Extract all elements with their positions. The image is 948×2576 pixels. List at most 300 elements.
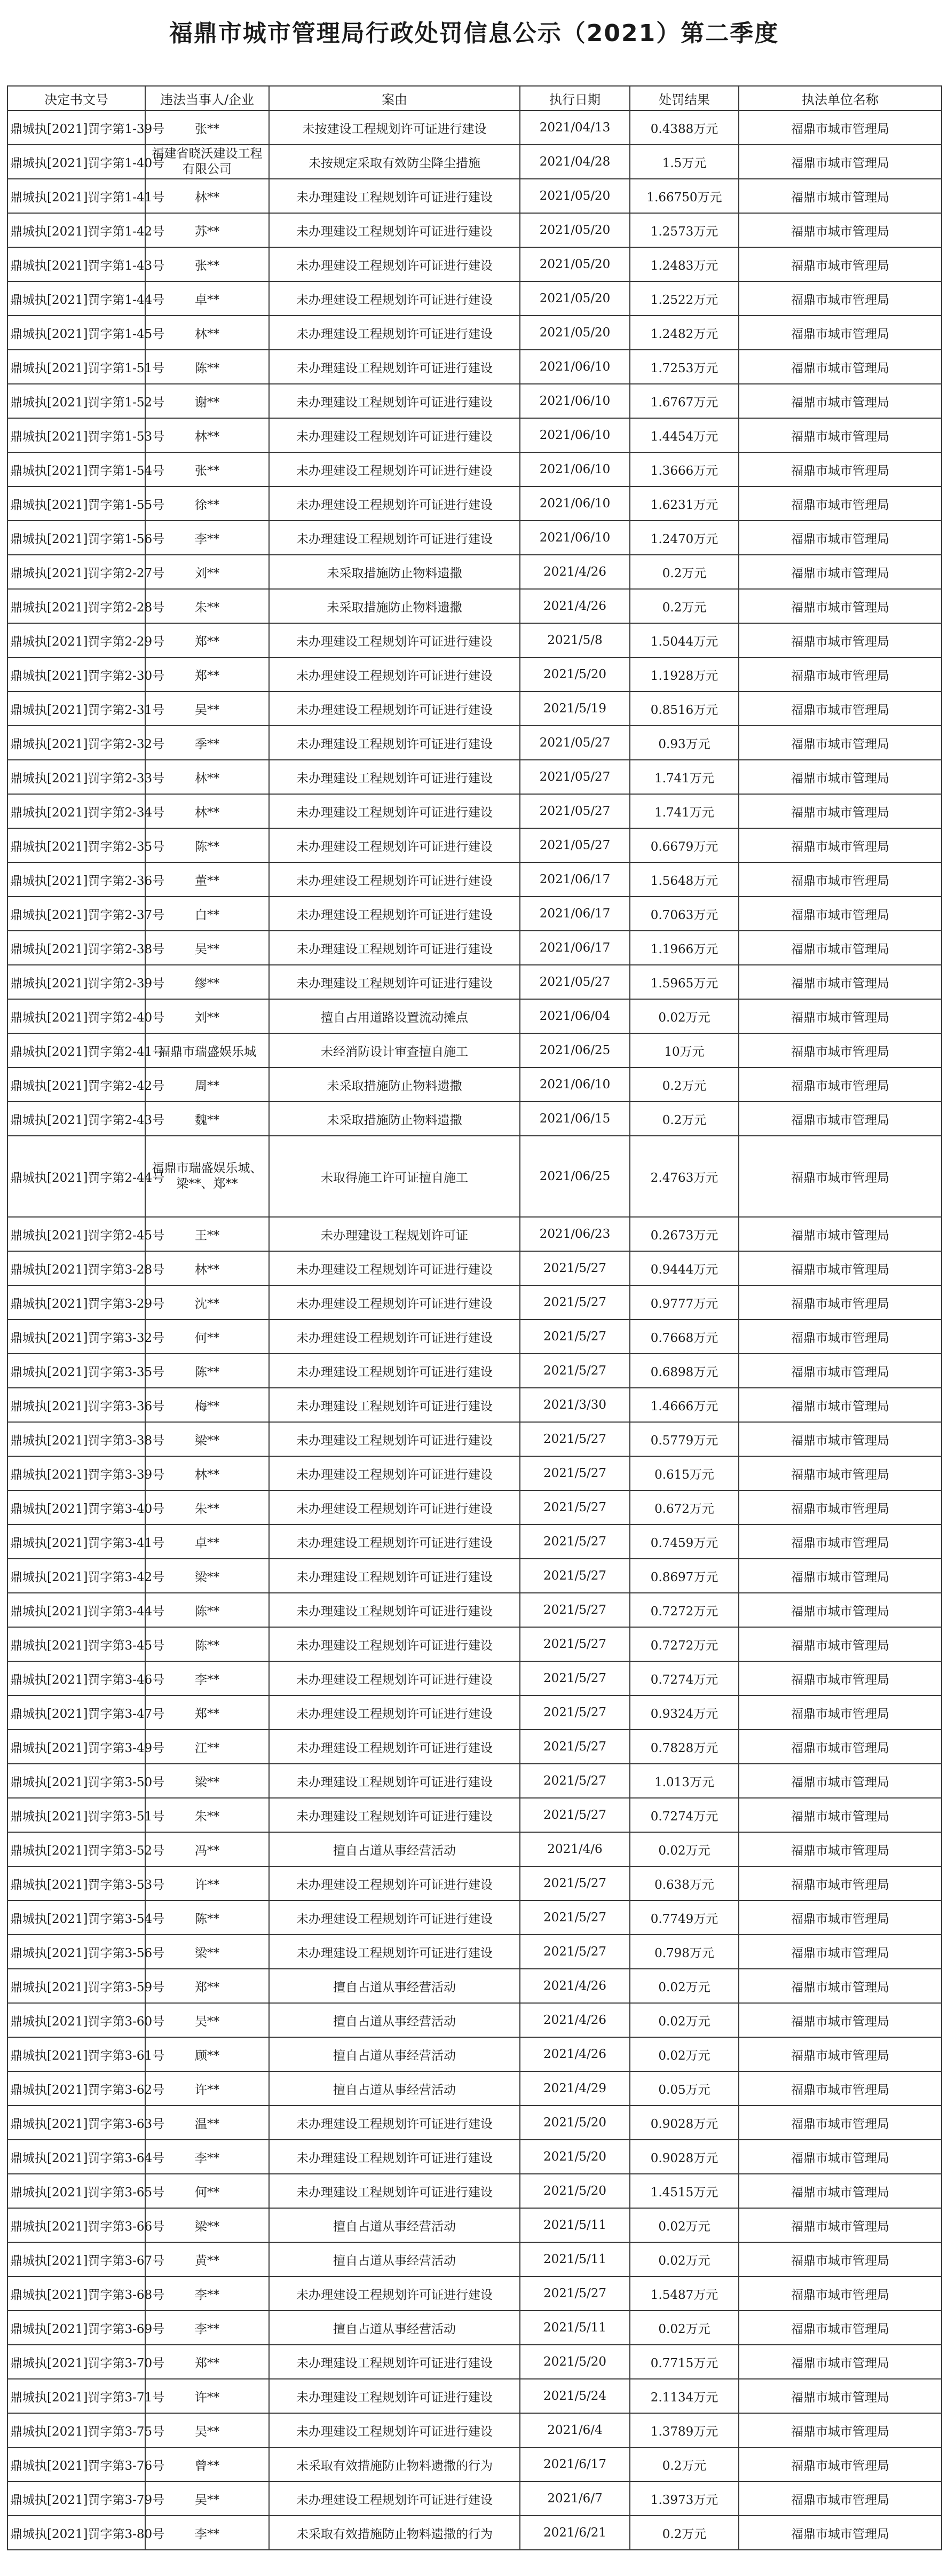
date-cell: 2021/06/25 (520, 1033, 630, 1067)
cause-cell: 未办理建设工程规划许可证进行建设 (269, 2140, 520, 2174)
unit-cell: 福鼎市城市管理局 (739, 2174, 942, 2208)
table-row (7, 2208, 942, 2242)
table-row (7, 1832, 942, 1866)
table-row (7, 1935, 942, 1969)
result-cell: 0.9028万元 (630, 2106, 739, 2140)
unit-cell: 福鼎市城市管理局 (739, 1067, 942, 1102)
decision-no-cell: 鼎城执[2021]罚字第3-40号 (7, 1490, 145, 1525)
decision-no-cell: 鼎城执[2021]罚字第3-32号 (7, 1320, 145, 1354)
date-cell: 2021/5/27 (520, 2276, 630, 2311)
cause-cell: 未办理建设工程规划许可证进行建设 (269, 1900, 520, 1935)
cause-cell: 未办理建设工程规划许可证进行建设 (269, 179, 520, 213)
table-row (7, 486, 942, 521)
table-row (7, 1354, 942, 1388)
table-row (7, 1067, 942, 1102)
result-cell: 0.02万元 (630, 2311, 739, 2345)
unit-cell: 福鼎市城市管理局 (739, 2311, 942, 2345)
result-cell: 0.2万元 (630, 1102, 739, 1136)
unit-cell: 福鼎市城市管理局 (739, 350, 942, 384)
date-cell: 2021/5/27 (520, 1661, 630, 1695)
table-row (7, 1033, 942, 1067)
date-cell: 2021/5/27 (520, 1490, 630, 1525)
decision-no-cell: 鼎城执[2021]罚字第3-69号 (7, 2311, 145, 2345)
table-row (7, 418, 942, 452)
cause-cell: 未办理建设工程规划许可证进行建设 (269, 657, 520, 692)
date-cell: 2021/6/17 (520, 2447, 630, 2481)
decision-no-cell: 鼎城执[2021]罚字第3-36号 (7, 1388, 145, 1422)
result-cell: 0.93万元 (630, 726, 739, 760)
decision-no-cell: 鼎城执[2021]罚字第3-41号 (7, 1525, 145, 1559)
date-cell: 2021/5/8 (520, 623, 630, 657)
date-cell: 2021/06/23 (520, 1217, 630, 1251)
party-cell: 梁** (145, 1559, 269, 1593)
unit-cell: 福鼎市城市管理局 (739, 1969, 942, 2003)
unit-cell: 福鼎市城市管理局 (739, 2447, 942, 2481)
cause-cell: 未办理建设工程规划许可证进行建设 (269, 2276, 520, 2311)
result-cell: 2.1134万元 (630, 2379, 739, 2413)
date-cell: 2021/5/27 (520, 1798, 630, 1832)
result-cell: 1.1966万元 (630, 931, 739, 965)
date-cell: 2021/5/27 (520, 1251, 630, 1285)
party-cell: 徐** (145, 486, 269, 521)
unit-cell: 福鼎市城市管理局 (739, 794, 942, 828)
decision-no-cell: 鼎城执[2021]罚字第3-54号 (7, 1900, 145, 1935)
date-cell: 2021/5/27 (520, 1593, 630, 1627)
result-cell: 1.5044万元 (630, 623, 739, 657)
decision-no-cell: 鼎城执[2021]罚字第3-70号 (7, 2345, 145, 2379)
party-cell: 林** (145, 1251, 269, 1285)
cause-cell: 未办理建设工程规划许可证进行建设 (269, 1456, 520, 1490)
party-cell: 林** (145, 794, 269, 828)
table-header-row (7, 86, 942, 111)
unit-cell: 福鼎市城市管理局 (739, 521, 942, 555)
decision-no-cell: 鼎城执[2021]罚字第3-38号 (7, 1422, 145, 1456)
header-date: 执行日期 (520, 86, 630, 111)
table-row (7, 1217, 942, 1251)
party-cell: 曾** (145, 2447, 269, 2481)
decision-no-cell: 鼎城执[2021]罚字第3-45号 (7, 1627, 145, 1661)
unit-cell: 福鼎市城市管理局 (739, 179, 942, 213)
result-cell: 1.3789万元 (630, 2413, 739, 2447)
unit-cell: 福鼎市城市管理局 (739, 1285, 942, 1320)
decision-no-cell: 鼎城执[2021]罚字第1-42号 (7, 213, 145, 247)
result-cell: 1.2470万元 (630, 521, 739, 555)
table-row (7, 2140, 942, 2174)
table-row (7, 692, 942, 726)
date-cell: 2021/06/25 (520, 1136, 630, 1217)
cause-cell: 未办理建设工程规划许可证进行建设 (269, 384, 520, 418)
result-cell: 0.02万元 (630, 1969, 739, 2003)
date-cell: 2021/5/27 (520, 1320, 630, 1354)
party-cell: 张** (145, 111, 269, 145)
decision-no-cell: 鼎城执[2021]罚字第2-39号 (7, 965, 145, 999)
party-cell: 何** (145, 1320, 269, 1354)
date-cell: 2021/4/26 (520, 589, 630, 623)
cause-cell: 未办理建设工程规划许可证 (269, 1217, 520, 1251)
result-cell: 0.9324万元 (630, 1695, 739, 1730)
date-cell: 2021/05/20 (520, 247, 630, 281)
decision-no-cell: 鼎城执[2021]罚字第3-44号 (7, 1593, 145, 1627)
result-cell: 0.7274万元 (630, 1798, 739, 1832)
cause-cell: 未采取措施防止物料遗撒 (269, 589, 520, 623)
party-cell: 许** (145, 2071, 269, 2106)
decision-no-cell: 鼎城执[2021]罚字第1-44号 (7, 281, 145, 316)
date-cell: 2021/06/10 (520, 521, 630, 555)
date-cell: 2021/06/10 (520, 350, 630, 384)
unit-cell: 福鼎市城市管理局 (739, 760, 942, 794)
cause-cell: 未办理建设工程规划许可证进行建设 (269, 692, 520, 726)
party-cell: 许** (145, 1866, 269, 1900)
decision-no-cell: 鼎城执[2021]罚字第1-39号 (7, 111, 145, 145)
cause-cell: 未办理建设工程规划许可证进行建设 (269, 486, 520, 521)
result-cell: 1.741万元 (630, 794, 739, 828)
table-row (7, 179, 942, 213)
cause-cell: 未经消防设计审查擅自施工 (269, 1033, 520, 1067)
table-row (7, 657, 942, 692)
date-cell: 2021/5/27 (520, 1525, 630, 1559)
result-cell: 1.4515万元 (630, 2174, 739, 2208)
cause-cell: 未办理建设工程规划许可证进行建设 (269, 1593, 520, 1627)
party-cell: 吴** (145, 2413, 269, 2447)
party-cell: 陈** (145, 1354, 269, 1388)
table-row (7, 316, 942, 350)
unit-cell: 福鼎市城市管理局 (739, 418, 942, 452)
result-cell: 0.2673万元 (630, 1217, 739, 1251)
date-cell: 2021/5/27 (520, 1354, 630, 1388)
date-cell: 2021/5/20 (520, 2174, 630, 2208)
table-row (7, 213, 942, 247)
table-row (7, 828, 942, 862)
decision-no-cell: 鼎城执[2021]罚字第2-28号 (7, 589, 145, 623)
date-cell: 2021/05/27 (520, 760, 630, 794)
unit-cell: 福鼎市城市管理局 (739, 1251, 942, 1285)
unit-cell: 福鼎市城市管理局 (739, 726, 942, 760)
decision-no-cell: 鼎城执[2021]罚字第2-40号 (7, 999, 145, 1033)
table-row (7, 1102, 942, 1136)
unit-cell: 福鼎市城市管理局 (739, 213, 942, 247)
party-cell: 李** (145, 2276, 269, 2311)
party-cell: 李** (145, 2311, 269, 2345)
table-row (7, 1525, 942, 1559)
decision-no-cell: 鼎城执[2021]罚字第3-67号 (7, 2242, 145, 2276)
table-row (7, 999, 942, 1033)
result-cell: 1.013万元 (630, 1764, 739, 1798)
cause-cell: 未办理建设工程规划许可证进行建设 (269, 2481, 520, 2516)
unit-cell: 福鼎市城市管理局 (739, 145, 942, 179)
party-cell: 张** (145, 452, 269, 486)
table-row (7, 350, 942, 384)
cause-cell: 未办理建设工程规划许可证进行建设 (269, 726, 520, 760)
table-row (7, 1730, 942, 1764)
party-cell: 吴** (145, 2481, 269, 2516)
date-cell: 2021/4/29 (520, 2071, 630, 2106)
date-cell: 2021/4/26 (520, 2003, 630, 2037)
party-cell: 陈** (145, 1900, 269, 1935)
result-cell: 0.02万元 (630, 2037, 739, 2071)
result-cell: 1.5万元 (630, 145, 739, 179)
table-row (7, 281, 942, 316)
party-cell: 林** (145, 760, 269, 794)
unit-cell: 福鼎市城市管理局 (739, 486, 942, 521)
unit-cell: 福鼎市城市管理局 (739, 1935, 942, 1969)
decision-no-cell: 鼎城执[2021]罚字第2-42号 (7, 1067, 145, 1102)
unit-cell: 福鼎市城市管理局 (739, 1661, 942, 1695)
result-cell: 0.2万元 (630, 2447, 739, 2481)
result-cell: 1.2483万元 (630, 247, 739, 281)
cause-cell: 擅自占道从事经营活动 (269, 2311, 520, 2345)
party-cell: 陈** (145, 1627, 269, 1661)
cause-cell: 未办理建设工程规划许可证进行建设 (269, 1422, 520, 1456)
unit-cell: 福鼎市城市管理局 (739, 2481, 942, 2516)
unit-cell: 福鼎市城市管理局 (739, 452, 942, 486)
unit-cell: 福鼎市城市管理局 (739, 1866, 942, 1900)
date-cell: 2021/6/21 (520, 2516, 630, 2550)
result-cell: 0.7063万元 (630, 897, 739, 931)
cause-cell: 未办理建设工程规划许可证进行建设 (269, 1798, 520, 1832)
table-row (7, 1320, 942, 1354)
result-cell: 0.2万元 (630, 555, 739, 589)
decision-no-cell: 鼎城执[2021]罚字第3-71号 (7, 2379, 145, 2413)
cause-cell: 未办理建设工程规划许可证进行建设 (269, 1559, 520, 1593)
date-cell: 2021/06/17 (520, 931, 630, 965)
party-cell: 许** (145, 2379, 269, 2413)
unit-cell: 福鼎市城市管理局 (739, 2413, 942, 2447)
decision-no-cell: 鼎城执[2021]罚字第2-27号 (7, 555, 145, 589)
date-cell: 2021/6/7 (520, 2481, 630, 2516)
cause-cell: 未办理建设工程规划许可证进行建设 (269, 931, 520, 965)
result-cell: 0.2万元 (630, 2516, 739, 2550)
decision-no-cell: 鼎城执[2021]罚字第3-62号 (7, 2071, 145, 2106)
cause-cell: 擅自占用道路设置流动摊点 (269, 999, 520, 1033)
decision-no-cell: 鼎城执[2021]罚字第2-37号 (7, 897, 145, 931)
cause-cell: 未采取有效措施防止物料遗撒的行为 (269, 2447, 520, 2481)
result-cell: 1.5648万元 (630, 862, 739, 897)
table-row (7, 1764, 942, 1798)
cause-cell: 未办理建设工程规划许可证进行建设 (269, 2106, 520, 2140)
header-unit: 执法单位名称 (739, 86, 942, 111)
date-cell: 2021/05/20 (520, 281, 630, 316)
unit-cell: 福鼎市城市管理局 (739, 931, 942, 965)
result-cell: 0.7828万元 (630, 1730, 739, 1764)
date-cell: 2021/4/26 (520, 555, 630, 589)
date-cell: 2021/5/27 (520, 1627, 630, 1661)
date-cell: 2021/05/20 (520, 213, 630, 247)
date-cell: 2021/06/10 (520, 418, 630, 452)
cause-cell: 未办理建设工程规划许可证进行建设 (269, 965, 520, 999)
result-cell: 0.9444万元 (630, 1251, 739, 1285)
party-cell: 王** (145, 1217, 269, 1251)
cause-cell: 擅自占道从事经营活动 (269, 1832, 520, 1866)
table-row (7, 2481, 942, 2516)
party-cell: 林** (145, 1456, 269, 1490)
cause-cell: 未办理建设工程规划许可证进行建设 (269, 2413, 520, 2447)
decision-no-cell: 鼎城执[2021]罚字第3-59号 (7, 1969, 145, 2003)
party-cell: 卓** (145, 1525, 269, 1559)
date-cell: 2021/05/27 (520, 726, 630, 760)
party-cell: 温** (145, 2106, 269, 2140)
date-cell: 2021/06/10 (520, 452, 630, 486)
table-row (7, 1285, 942, 1320)
unit-cell: 福鼎市城市管理局 (739, 1900, 942, 1935)
decision-no-cell: 鼎城执[2021]罚字第3-29号 (7, 1285, 145, 1320)
result-cell: 1.5487万元 (630, 2276, 739, 2311)
cause-cell: 未办理建设工程规划许可证进行建设 (269, 760, 520, 794)
date-cell: 2021/4/26 (520, 2037, 630, 2071)
unit-cell: 福鼎市城市管理局 (739, 384, 942, 418)
decision-no-cell: 鼎城执[2021]罚字第2-31号 (7, 692, 145, 726)
cause-cell: 擅自占道从事经营活动 (269, 2242, 520, 2276)
table-row (7, 1490, 942, 1525)
decision-no-cell: 鼎城执[2021]罚字第3-66号 (7, 2208, 145, 2242)
party-cell: 陈** (145, 1593, 269, 1627)
table-row (7, 1456, 942, 1490)
decision-no-cell: 鼎城执[2021]罚字第2-29号 (7, 623, 145, 657)
unit-cell: 福鼎市城市管理局 (739, 965, 942, 999)
cause-cell: 未办理建设工程规划许可证进行建设 (269, 897, 520, 931)
decision-no-cell: 鼎城执[2021]罚字第3-42号 (7, 1559, 145, 1593)
table-row (7, 145, 942, 179)
party-cell: 季** (145, 726, 269, 760)
table-row (7, 931, 942, 965)
table-row (7, 897, 942, 931)
result-cell: 1.4666万元 (630, 1388, 739, 1422)
unit-cell: 福鼎市城市管理局 (739, 1559, 942, 1593)
party-cell: 江** (145, 1730, 269, 1764)
decision-no-cell: 鼎城执[2021]罚字第2-36号 (7, 862, 145, 897)
party-cell: 白** (145, 897, 269, 931)
party-cell: 吴** (145, 2003, 269, 2037)
unit-cell: 福鼎市城市管理局 (739, 1593, 942, 1627)
result-cell: 0.8697万元 (630, 1559, 739, 1593)
table-row (7, 1695, 942, 1730)
result-cell: 1.741万元 (630, 760, 739, 794)
unit-cell: 福鼎市城市管理局 (739, 2140, 942, 2174)
cause-cell: 未采取措施防止物料遗撒 (269, 555, 520, 589)
date-cell: 2021/5/20 (520, 2106, 630, 2140)
party-cell: 刘** (145, 999, 269, 1033)
party-cell: 福鼎市瑞盛娱乐城 (145, 1033, 269, 1067)
cause-cell: 未办理建设工程规划许可证进行建设 (269, 828, 520, 862)
date-cell: 2021/5/27 (520, 1695, 630, 1730)
result-cell: 0.02万元 (630, 999, 739, 1033)
table-row (7, 1593, 942, 1627)
party-cell: 陈** (145, 828, 269, 862)
decision-no-cell: 鼎城执[2021]罚字第3-63号 (7, 2106, 145, 2140)
result-cell: 10万元 (630, 1033, 739, 1067)
unit-cell: 福鼎市城市管理局 (739, 1388, 942, 1422)
cause-cell: 未办理建设工程规划许可证进行建设 (269, 213, 520, 247)
table-row (7, 2106, 942, 2140)
result-cell: 0.7459万元 (630, 1525, 739, 1559)
result-cell: 0.9777万元 (630, 1285, 739, 1320)
table-row (7, 555, 942, 589)
unit-cell: 福鼎市城市管理局 (739, 1422, 942, 1456)
date-cell: 2021/06/15 (520, 1102, 630, 1136)
table-row (7, 384, 942, 418)
result-cell: 0.7272万元 (630, 1627, 739, 1661)
unit-cell: 福鼎市城市管理局 (739, 2037, 942, 2071)
party-cell: 李** (145, 2140, 269, 2174)
header-cause: 案由 (269, 86, 520, 111)
table-row (7, 2516, 942, 2550)
cause-cell: 未办理建设工程规划许可证进行建设 (269, 1388, 520, 1422)
unit-cell: 福鼎市城市管理局 (739, 2345, 942, 2379)
table-row (7, 2447, 942, 2481)
decision-no-cell: 鼎城执[2021]罚字第1-40号 (7, 145, 145, 179)
decision-no-cell: 鼎城执[2021]罚字第1-51号 (7, 350, 145, 384)
cause-cell: 未办理建设工程规划许可证进行建设 (269, 1935, 520, 1969)
table-row (7, 1251, 942, 1285)
date-cell: 2021/05/27 (520, 965, 630, 999)
unit-cell: 福鼎市城市管理局 (739, 247, 942, 281)
party-cell: 黄** (145, 2242, 269, 2276)
date-cell: 2021/06/17 (520, 897, 630, 931)
date-cell: 2021/06/10 (520, 1067, 630, 1102)
unit-cell: 福鼎市城市管理局 (739, 1627, 942, 1661)
party-cell: 梁** (145, 1764, 269, 1798)
party-cell: 魏** (145, 1102, 269, 1136)
result-cell: 0.6898万元 (630, 1354, 739, 1388)
date-cell: 2021/5/27 (520, 1935, 630, 1969)
cause-cell: 未办理建设工程规划许可证进行建设 (269, 1354, 520, 1388)
decision-no-cell: 鼎城执[2021]罚字第3-79号 (7, 2481, 145, 2516)
decision-no-cell: 鼎城执[2021]罚字第1-41号 (7, 179, 145, 213)
table-row (7, 2311, 942, 2345)
result-cell: 1.66750万元 (630, 179, 739, 213)
cause-cell: 未办理建设工程规划许可证进行建设 (269, 2174, 520, 2208)
decision-no-cell: 鼎城执[2021]罚字第2-30号 (7, 657, 145, 692)
unit-cell: 福鼎市城市管理局 (739, 862, 942, 897)
unit-cell: 福鼎市城市管理局 (739, 1456, 942, 1490)
cause-cell: 未办理建设工程规划许可证进行建设 (269, 521, 520, 555)
table-row (7, 726, 942, 760)
decision-no-cell: 鼎城执[2021]罚字第1-52号 (7, 384, 145, 418)
header-party: 违法当事人/企业 (145, 86, 269, 111)
party-cell: 刘** (145, 555, 269, 589)
date-cell: 2021/5/27 (520, 1456, 630, 1490)
party-cell: 冯** (145, 1832, 269, 1866)
result-cell: 0.02万元 (630, 2208, 739, 2242)
unit-cell: 福鼎市城市管理局 (739, 2276, 942, 2311)
unit-cell: 福鼎市城市管理局 (739, 1730, 942, 1764)
cause-cell: 未办理建设工程规划许可证进行建设 (269, 1490, 520, 1525)
unit-cell: 福鼎市城市管理局 (739, 1798, 942, 1832)
unit-cell: 福鼎市城市管理局 (739, 623, 942, 657)
table-row (7, 2037, 942, 2071)
date-cell: 2021/06/10 (520, 384, 630, 418)
table-body (7, 111, 942, 2550)
unit-cell: 福鼎市城市管理局 (739, 1525, 942, 1559)
unit-cell: 福鼎市城市管理局 (739, 2208, 942, 2242)
table-row (7, 1627, 942, 1661)
unit-cell: 福鼎市城市管理局 (739, 2003, 942, 2037)
table-row (7, 623, 942, 657)
decision-no-cell: 鼎城执[2021]罚字第2-38号 (7, 931, 145, 965)
cause-cell: 未办理建设工程规划许可证进行建设 (269, 2379, 520, 2413)
party-cell: 朱** (145, 1798, 269, 1832)
decision-no-cell: 鼎城执[2021]罚字第3-46号 (7, 1661, 145, 1695)
result-cell: 0.672万元 (630, 1490, 739, 1525)
party-cell: 李** (145, 521, 269, 555)
party-cell: 沈** (145, 1285, 269, 1320)
result-cell: 1.2573万元 (630, 213, 739, 247)
decision-no-cell: 鼎城执[2021]罚字第1-43号 (7, 247, 145, 281)
party-cell: 梁** (145, 1422, 269, 1456)
decision-no-cell: 鼎城执[2021]罚字第3-35号 (7, 1354, 145, 1388)
cause-cell: 未取得施工许可证擅自施工 (269, 1136, 520, 1217)
table-row (7, 1798, 942, 1832)
result-cell: 0.02万元 (630, 2003, 739, 2037)
